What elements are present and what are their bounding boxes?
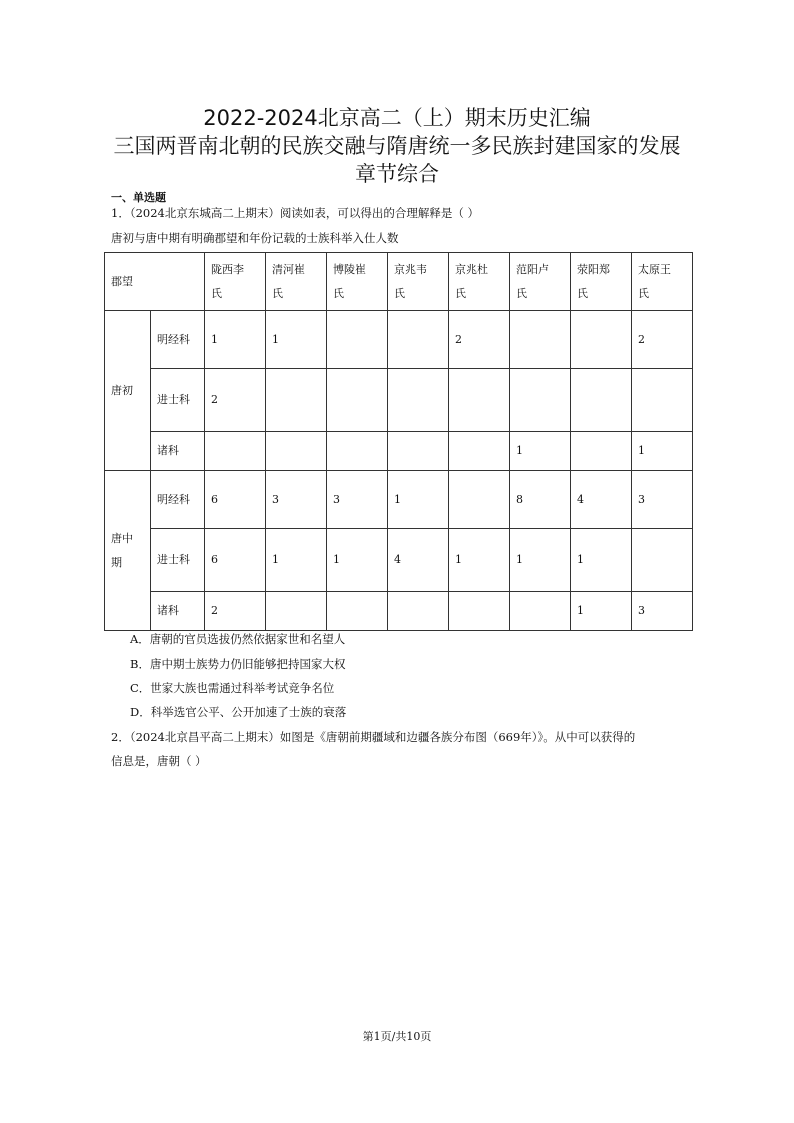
table-cell xyxy=(510,592,571,631)
table-cell xyxy=(388,592,449,631)
doc-title-line1: 2022-2024北京高二（上）期末历史汇编 xyxy=(203,106,591,130)
table-cell: 1 xyxy=(388,471,449,529)
page-footer: 第1页/共10页 xyxy=(362,1030,432,1043)
period-cell: 唐初 xyxy=(105,311,151,471)
table-cell xyxy=(388,369,449,432)
table-cell xyxy=(205,432,266,471)
table-header-clan: 陇西李氏 xyxy=(205,253,266,311)
q2-stem-line2: 信息是，唐朝（ ） xyxy=(111,754,207,768)
table-cell xyxy=(571,432,632,471)
table-row xyxy=(105,311,693,369)
q1-option-a: A．唐朝的官员选拔仍然依据家世和名望人 xyxy=(130,632,346,646)
table-header-clan: 京兆韦氏 xyxy=(388,253,449,311)
exam-type-cell: 明经科 xyxy=(151,471,205,529)
exam-type-cell: 明经科 xyxy=(151,311,205,369)
table-cell xyxy=(327,369,388,432)
doc-title-line3: 章节综合 xyxy=(355,162,439,186)
table-cell xyxy=(449,592,510,631)
section-heading: 一、单选题 xyxy=(111,191,166,204)
table-row xyxy=(105,529,693,592)
table-cell: 1 xyxy=(205,311,266,369)
exam-type-cell: 进士科 xyxy=(151,529,205,592)
table-cell: 3 xyxy=(327,471,388,529)
table-cell: 1 xyxy=(571,529,632,592)
table-header-clan: 荥阳郑氏 xyxy=(571,253,632,311)
table-cell: 4 xyxy=(388,529,449,592)
table-cell xyxy=(327,432,388,471)
table-cell xyxy=(449,432,510,471)
table-cell: 1 xyxy=(327,529,388,592)
period-cell: 唐中期 xyxy=(105,471,151,631)
table-cell: 2 xyxy=(205,592,266,631)
q1-option-d: D．科举选官公平、公开加速了士族的衰落 xyxy=(130,705,347,719)
table-cell xyxy=(388,432,449,471)
table-header-clan: 太原王氏 xyxy=(632,253,693,311)
table-cell: 1 xyxy=(571,592,632,631)
doc-title-line2: 三国两晋南北朝的民族交融与隋唐统一多民族封建国家的发展 xyxy=(113,134,681,158)
table-header-clan: 京兆杜氏 xyxy=(449,253,510,311)
table-cell: 3 xyxy=(632,471,693,529)
table-cell: 1 xyxy=(632,432,693,471)
table-cell xyxy=(266,592,327,631)
table-cell: 3 xyxy=(632,592,693,631)
table-cell: 2 xyxy=(449,311,510,369)
table-cell xyxy=(571,311,632,369)
q2-stem-line1: 2．（2024北京昌平高二上期末）如图是《唐朝前期疆域和边疆各族分布图（669年）》。从中可以获得的 xyxy=(111,730,636,744)
table-cell: 8 xyxy=(510,471,571,529)
table-header-clan: 范阳卢氏 xyxy=(510,253,571,311)
table-cell xyxy=(327,592,388,631)
table-cell: 4 xyxy=(571,471,632,529)
exam-type-cell: 进士科 xyxy=(151,369,205,432)
table-cell: 2 xyxy=(205,369,266,432)
q1-stem: 1．（2024北京东城高二上期末）阅读如表，可以得出的合理解释是（ ） xyxy=(111,206,479,220)
exam-type-cell: 诸科 xyxy=(151,432,205,471)
table-cell xyxy=(632,369,693,432)
table-cell xyxy=(266,432,327,471)
table-row xyxy=(105,369,693,432)
q1-option-c: C．世家大族也需通过科举考试竞争名位 xyxy=(130,681,335,695)
q1-option-b: B．唐中期士族势力仍旧能够把持国家大权 xyxy=(130,657,346,671)
table-cell: 1 xyxy=(266,311,327,369)
table-cell xyxy=(449,369,510,432)
table-header-row xyxy=(105,253,693,311)
table-cell: 1 xyxy=(266,529,327,592)
table-row xyxy=(105,432,693,471)
table-cell: 6 xyxy=(205,529,266,592)
table-row xyxy=(105,471,693,529)
table-cell xyxy=(449,471,510,529)
table-cell xyxy=(632,529,693,592)
table-cell: 3 xyxy=(266,471,327,529)
table-cell: 1 xyxy=(510,529,571,592)
table-header-clan: 清河崔氏 xyxy=(266,253,327,311)
clan-exam-table xyxy=(104,252,693,631)
table-cell xyxy=(388,311,449,369)
exam-type-cell: 诸科 xyxy=(151,592,205,631)
table-cell: 1 xyxy=(449,529,510,592)
table-cell: 6 xyxy=(205,471,266,529)
table-cell xyxy=(510,311,571,369)
table-cell xyxy=(266,369,327,432)
table-row xyxy=(105,592,693,631)
table-cell: 2 xyxy=(632,311,693,369)
table-cell xyxy=(571,369,632,432)
table-header-clan: 博陵崔氏 xyxy=(327,253,388,311)
table-cell xyxy=(327,311,388,369)
table-cell: 1 xyxy=(510,432,571,471)
q1-table-caption: 唐初与唐中期有明确郡望和年份记载的士族科举入仕人数 xyxy=(111,231,399,245)
table-cell xyxy=(510,369,571,432)
table-header-label: 郡望 xyxy=(105,253,205,311)
